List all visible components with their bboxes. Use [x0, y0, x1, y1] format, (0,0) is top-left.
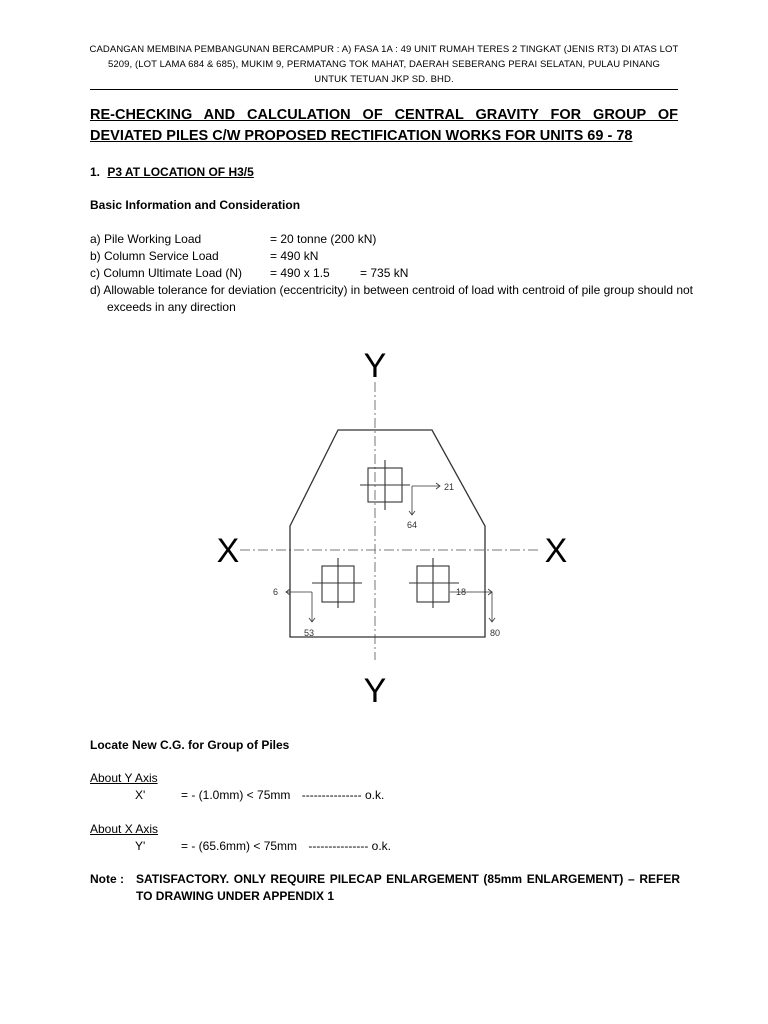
- about-y-expr: = - (1.0mm) < 75mm: [181, 788, 291, 802]
- about-x-expression: [181, 838, 391, 854]
- list-item: [90, 265, 690, 282]
- dim-label-6: 6: [273, 587, 279, 597]
- about-y-heading: About Y Axis: [90, 771, 158, 785]
- item-value: = 20 tonne (200 kN): [270, 232, 377, 246]
- about-x-expr: = - (65.6mm) < 75mm: [181, 839, 298, 853]
- basic-info-list: [90, 231, 694, 316]
- list-item: [90, 231, 690, 248]
- header-line-3: UNTUK TETUAN JKP SD. BHD.: [314, 74, 454, 85]
- y-axis-label-top: Y: [363, 347, 387, 385]
- title-line-1: RE-CHECKING AND CALCULATION OF CENTRAL GRAVITY FOR GROUP OF: [90, 107, 678, 123]
- pilecap-outline: [290, 430, 485, 637]
- header-line-1: CADANGAN MEMBINA PEMBANGUNAN BERCAMPUR : A) FASA 1A : 49 UNIT RUMAH TERES 2 TINGKAT (JENIS RT3) DI ATAS LOT: [89, 44, 679, 55]
- title-line-2: DEVIATED PILES C/W PROPOSED RECTIFICATION WORKS FOR UNITS 69 - 78: [90, 128, 633, 144]
- document-header: [80, 42, 688, 87]
- pile-top: [360, 460, 410, 510]
- dim-label-18: 18: [456, 587, 467, 597]
- x-axis-label-right: X: [544, 532, 568, 570]
- about-y-symbol: X': [135, 788, 146, 802]
- locate-heading: Locate New C.G. for Group of Piles: [90, 738, 290, 752]
- section-title: P3 AT LOCATION OF H3/5: [107, 165, 254, 179]
- pile-bottom-left: [312, 558, 362, 608]
- basic-info-heading: Basic Information and Consideration: [90, 198, 301, 212]
- dim-label-21: 21: [444, 482, 455, 492]
- list-item-d: d) Allowable tolerance for deviation (eccentricity) in between centroid of load with centroid of pile group should not exceeds in any direction: [90, 283, 694, 314]
- about-x-heading: About X Axis: [90, 822, 159, 836]
- about-x-result: o.k.: [371, 839, 392, 853]
- document-title: [90, 105, 678, 147]
- about-x-symbol: Y': [135, 839, 146, 853]
- about-y-result: o.k.: [365, 788, 385, 802]
- header-divider: [90, 89, 678, 90]
- about-y-expression: [181, 787, 384, 803]
- pile-bottom-right: [409, 558, 459, 608]
- header-line-2: 5209, (LOT LAMA 684 & 685), MUKIM 9, PERMATANG TOK MAHAT, DAERAH SEBERANG PERAI SELATAN, PULAU PINANG: [108, 59, 660, 70]
- item-extra: = 735 kN: [360, 266, 409, 280]
- about-x-dashes: ---------------: [308, 839, 369, 853]
- x-axis-label-left: X: [216, 532, 240, 570]
- pile-group-diagram: [200, 340, 600, 710]
- y-axis-label-bottom: Y: [363, 672, 387, 710]
- dim-label-80: 80: [490, 628, 501, 638]
- item-value: = 490 x 1.5: [270, 266, 330, 280]
- note-text: SATISFACTORY. ONLY REQUIRE PILECAP ENLARGEMENT (85mm ENLARGEMENT) – REFER TO DRAWING UNDER APPENDIX 1: [136, 872, 680, 903]
- section-heading: [90, 164, 254, 180]
- note-block: [90, 871, 680, 905]
- dimension-top-below: [409, 486, 415, 515]
- item-value: = 490 kN: [270, 249, 319, 263]
- dimension-top-right: [412, 483, 440, 489]
- about-y-dashes: ---------------: [301, 788, 362, 802]
- note-label: Note :: [90, 872, 124, 886]
- dim-label-53: 53: [304, 628, 315, 638]
- section-number: 1.: [90, 165, 101, 179]
- item-label: a) Pile Working Load: [90, 232, 202, 246]
- dim-label-64: 64: [407, 520, 418, 530]
- list-item: [90, 248, 690, 265]
- item-label: b) Column Service Load: [90, 249, 219, 263]
- item-label: c) Column Ultimate Load (N): [90, 266, 243, 280]
